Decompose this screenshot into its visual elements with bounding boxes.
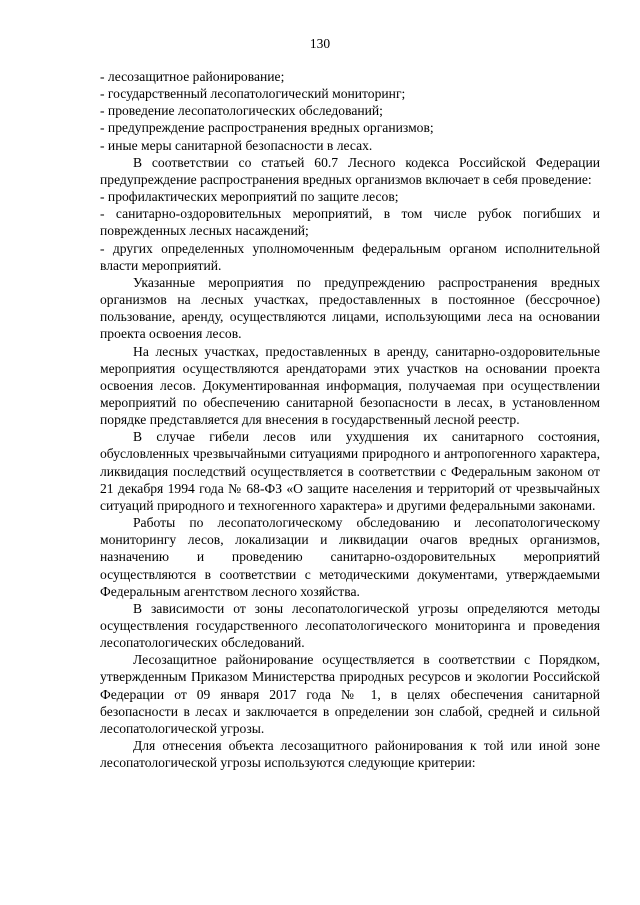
paragraph-emergency: В случае гибели лесов или ухудшения их санитарного состояния, обусловленных чрезвычайными ситуациями природного и антропогенного характера, ликвидация последствий осуществляется в соответствии с Федеральным законом от 21 декабря 1994 года № 68-ФЗ «О защите населения и территорий от чрезвычайных ситуаций природного и техногенного характера» и другими федеральными законами. [100, 429, 600, 513]
list-item: - предупреждение распространения вредных организмов; [100, 120, 434, 136]
list-item: - проведение лесопатологических обследований; [100, 103, 383, 119]
list-item: - лесозащитное районирование; [100, 69, 285, 84]
paragraph-usage: Указанные мероприятия по предупреждению распространения вредных организмов на лесных участках, предоставленных в постоянное (бессрочное) пользование, аренду, осуществляются лицами, использующими леса на основании проекта освоения лесов. [100, 274, 600, 342]
page-number: 130 [309, 36, 331, 51]
paragraph-threat-zone: В зависимости от зоны лесопатологической угрозы определяются методы осуществления государственного лесопатологического мониторинга и проведения лесопатологических обследований. [100, 600, 600, 651]
paragraph-criteria: Для отнесения объекта лесозащитного районирования к той или иной зоне лесопатологической угрозы используются следующие критерии: [100, 738, 600, 771]
list-item: - профилактических мероприятий по защите лесов; [100, 189, 399, 205]
paragraph-zoning: Лесозащитное районирование осуществляется в соответствии с Порядком, утвержденным Приказом Министерства природных ресурсов и экологии Российской Федерации от 09 января 2017 года № 1, в целях обеспечения санитарной безопасности в лесах и заключается в определении зон слабой, средней и сильной лесопатологической угрозы. [100, 652, 600, 736]
list-item: - иные меры санитарной безопасности в лесах. [100, 137, 373, 153]
paragraph-article-60-7: В соответствии со статьей 60.7 Лесного кодекса Российской Федерации предупреждение распространения вредных организмов включает в себя проведение: [100, 154, 600, 187]
list-item: - государственный лесопатологический мониторинг; [100, 86, 406, 102]
list-item: - санитарно-оздоровительных мероприятий, в том числе рубок погибших и поврежденных лесных насаждений; [100, 206, 600, 239]
paragraph-lease: На лесных участках, предоставленных в аренду, санитарно-оздоровительные мероприятия осуществляются арендаторами этих участков на основании проекта освоения лесов. Документированная информация, получаемая при осуществлении мероприятий по обеспечению санитарной безопасности в лесах, в установленном порядке представляется для внесения в государственный лесной реестр. [100, 343, 600, 428]
document-body [100, 68, 600, 771]
list-item: - других определенных уполномоченным федеральным органом исполнительной власти мероприятий. [100, 240, 600, 273]
paragraph-works: Работы по лесопатологическому обследованию и лесопатологическому мониторингу лесов, локализации и ликвидации очагов вредных организмов, назначению и проведению санитарно-оздоровительных мероприятий осуществляются в соответствии с методическими документами, утверждаемыми Федеральным агентством лесного хозяйства. [100, 515, 600, 599]
